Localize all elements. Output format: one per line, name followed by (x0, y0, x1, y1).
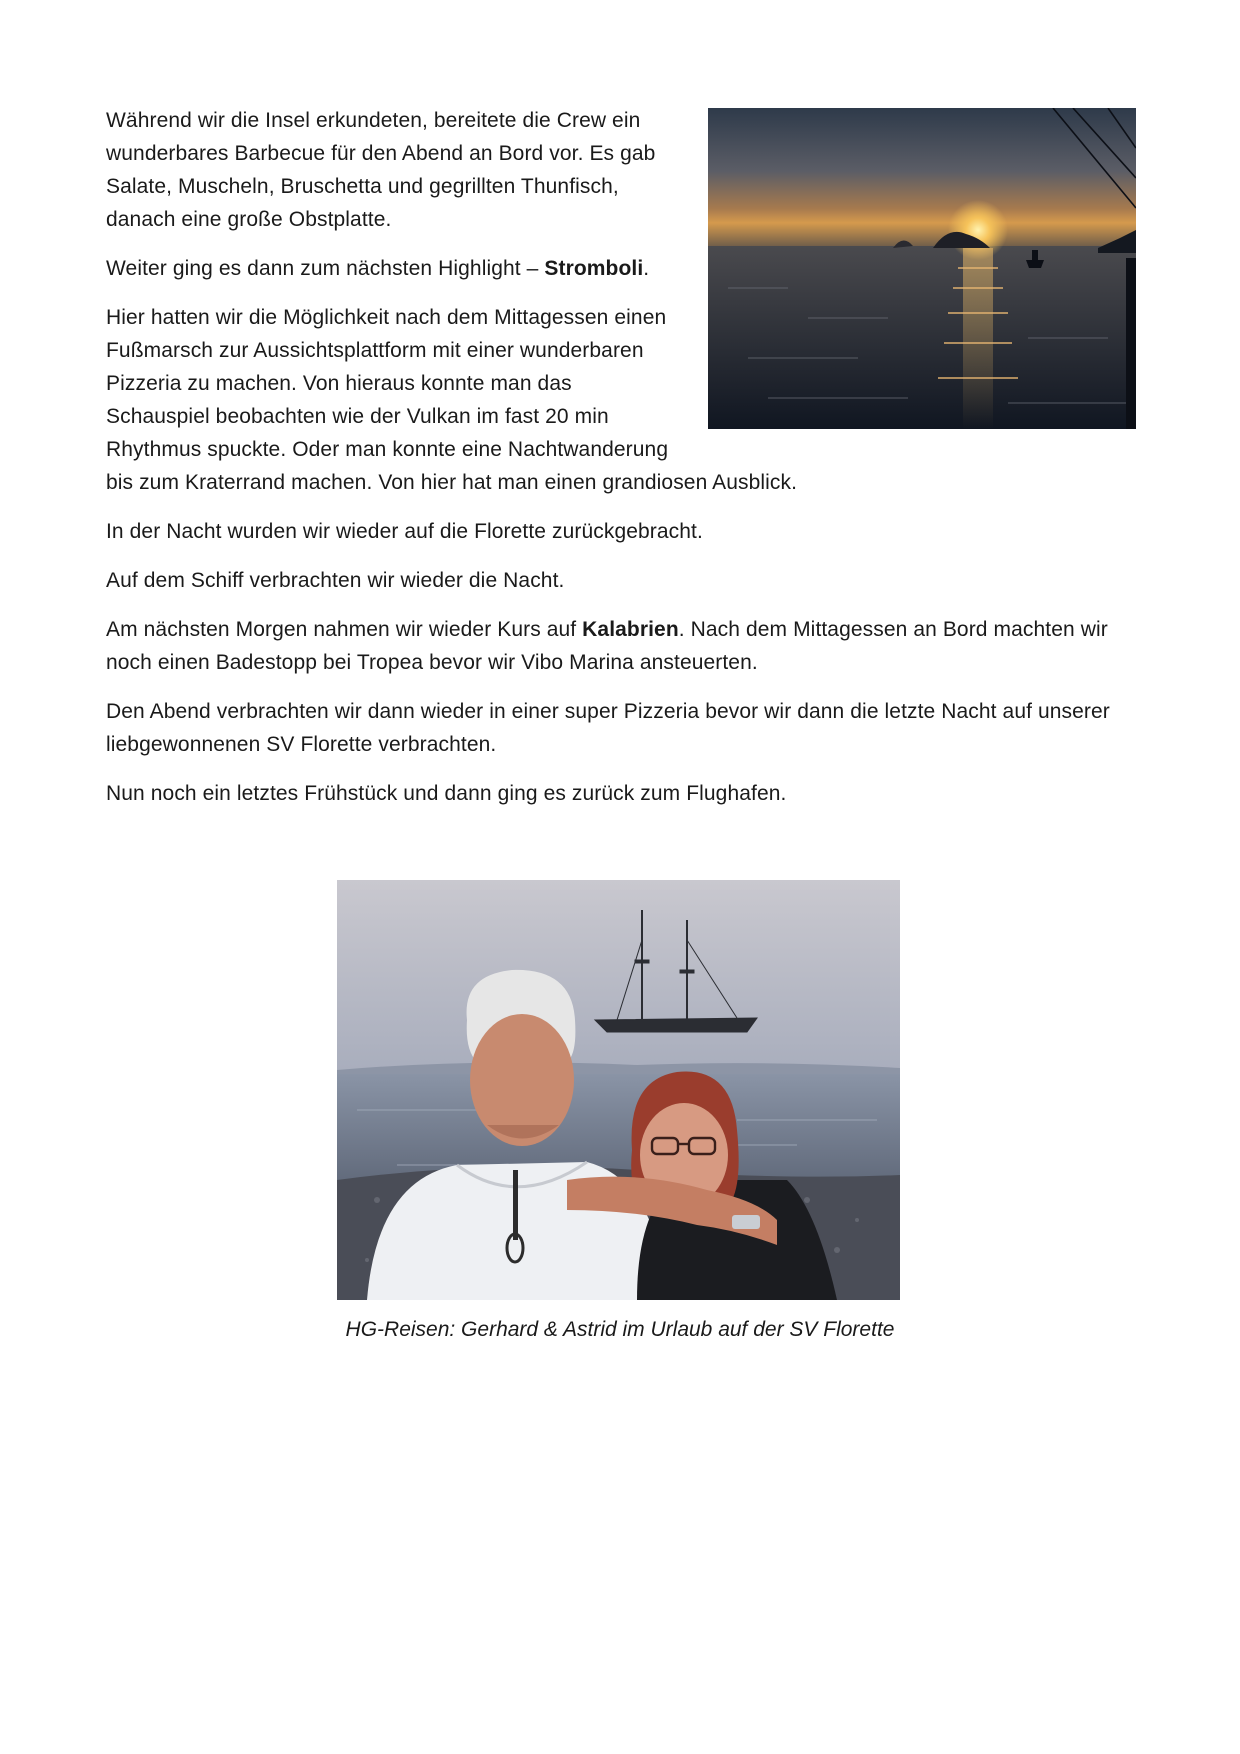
paragraph-stromboli: Weiter ging es dann zum nächsten Highlight – Stromboli. (106, 257, 650, 280)
paragraph-kalabrien: Am nächsten Morgen nahmen wir wieder Kurs auf Kalabrien. Nach dem Mittagessen an Bord machten wir noch einen Badestopp bei Tropea bevor wir Vibo Marina ansteuerten. (106, 618, 1108, 674)
paragraph-schiff-nacht: Auf dem Schiff verbrachten wir wieder die Nacht. (106, 569, 565, 592)
paragraph-barbecue: Während wir die Insel erkundeten, bereitete die Crew ein wunderbares Barbecue für den Abend an Bord vor. Es gab Salate, Muscheln, Bruschetta und gegrillten Thunfisch, danach eine große Obstplatte. (106, 109, 656, 231)
bold-kalabrien: Kalabrien (582, 618, 679, 641)
bold-stromboli: Stromboli (544, 257, 644, 280)
paragraph-fruehstueck: Nun noch ein letztes Frühstück und dann ging es zurück zum Flughafen. (106, 782, 787, 805)
paragraph-nacht-florette: In der Nacht wurden wir wieder auf die Florette zurückgebracht. (106, 520, 703, 543)
paragraph-pizzeria-abend: Den Abend verbrachten wir dann wieder in einer super Pizzeria bevor wir dann die letzte Nacht auf unserer liebgewonnenen SV Florette verbrachten. (106, 700, 1110, 756)
body-text (106, 104, 1136, 826)
sunset-sea-photo (708, 108, 1136, 429)
photo-caption: HG-Reisen: Gerhard & Astrid im Urlaub auf der SV Florette (345, 1318, 895, 1341)
paragraph-aussichtsplattform: Hier hatten wir die Möglichkeit nach dem Mittagessen einen Fußmarsch zur Aussichtsplattform mit einer wunderbaren Pizzeria zu machen. Von hieraus konnte man das Schauspiel beobachten wie der Vulkan im fast 20 min Rhythmus spuckte. Oder man konnte eine Nachtwanderung bis zum Kraterrand machen. Von hier hat man einen grandiosen Ausblick. (106, 306, 798, 494)
couple-beach-photo (337, 880, 900, 1300)
